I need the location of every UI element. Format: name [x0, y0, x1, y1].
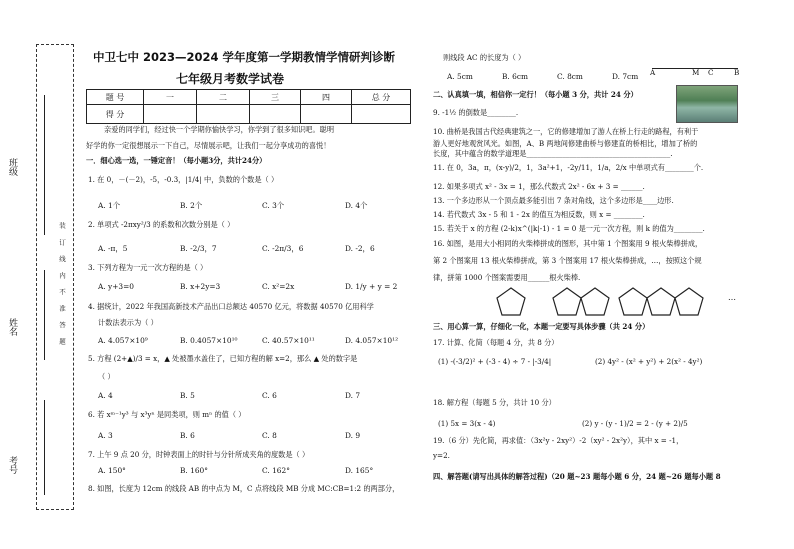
segment-label-b: B	[734, 68, 740, 77]
section4-heading: 四、解答题(请写出具体的解答过程)（20 题~23 题每小题 6 分，24 题~26 题每小题 8	[433, 472, 721, 481]
question-15: 15. 若关于 x 的方程 (2-k)x^(|k|-1) - 1 = 0 是一元一次方程，则 k 的值为________.	[433, 224, 705, 233]
question-10-line3: 长度，其中蕴含的数学道理是________________________________________.	[433, 149, 673, 158]
section2-heading: 二、认真填一填，相信你一定行！（每小题 3 分，共计 24 分）	[433, 90, 638, 99]
number-label: 考号	[7, 456, 17, 474]
question-3-stem: 3. 下列方程为一元一次方程的是（ ）	[88, 263, 208, 272]
number-line	[44, 400, 45, 495]
seal-text: 装 订 线 内 不 准 答 题	[58, 222, 66, 349]
exam-title-line2: 七年级月考数学试卷	[176, 72, 285, 86]
segment-label-a: A	[650, 68, 656, 77]
class-line	[44, 95, 45, 235]
question-19-line2: y=2.	[433, 451, 450, 460]
question-7-option[interactable]: C. 162°	[262, 466, 290, 475]
question-8-option[interactable]: B. 6cm	[502, 72, 528, 81]
intro-line1: 亲爱的同学们，经过快一个学期你愉快学习，你学到了很多知识吧。聪明	[104, 125, 335, 134]
score-input-cell[interactable]	[250, 105, 301, 124]
question-1-option[interactable]: C. 3个	[262, 201, 285, 210]
question-19-line1: 19.（6 分）先化简，再求值：（3x²y - 2xy²）-2（xy² - 2x²y），其中 x = -1，	[433, 436, 684, 445]
class-label: 班级	[7, 158, 17, 176]
name-line	[44, 270, 45, 360]
score-header-cell: 一	[144, 90, 197, 105]
matchstick-figure	[495, 286, 727, 320]
question-3-option[interactable]: A. y+3=0	[98, 282, 135, 291]
score-header-cell: 总 分	[352, 90, 411, 105]
exam-title-line1: 中卫七中 2023—2024 学年度第一学期教情学情研判诊断	[93, 50, 396, 64]
question-10-line2: 游人更好地观赏风光。如图，A、B 两地间修建曲桥与修建直的桥相比，增加了桥的	[433, 139, 698, 148]
pattern-1-pentagon	[497, 288, 525, 315]
question-14: 14. 若代数式 3x - 5 和 1 - 2x 的值互为相反数，则 x = ________.	[433, 210, 645, 219]
question-2-option[interactable]: C. -2π/3，6	[262, 244, 304, 253]
question-5-option[interactable]: B. 5	[180, 391, 195, 400]
question-4-stem: 4. 据统计，2022 年我国高新技术产品出口总额达 40570 亿元，将数据 40570 亿用科学	[88, 302, 374, 311]
bridge-photo	[676, 85, 738, 123]
segment-label-c: C	[708, 68, 714, 77]
question-17-part1: (1) -(-3/2)² + (-3 - 4) ÷ 7 - |-3/4|	[438, 357, 552, 366]
question-9: 9. -1½ 的倒数是________.	[433, 108, 519, 117]
score-input-cell[interactable]	[352, 105, 411, 124]
score-input-cell[interactable]	[197, 105, 250, 124]
section3-heading: 三、用心算一算，仔细化一化，本题一定要写具体步骤（共 24 分）	[433, 322, 650, 331]
question-1-option[interactable]: A. 1个	[98, 201, 121, 210]
question-16-line2: 第 2 个图案用 13 根火柴棒拼成，第 3 个图案用 17 根火柴棒拼成，…，按照这个规	[433, 256, 702, 265]
question-8-option[interactable]: D. 7cm	[612, 72, 639, 81]
question-5-stem-cont: （ ）	[98, 372, 115, 381]
question-3-option[interactable]: D. 1/y + y = 2	[345, 282, 398, 291]
name-label: 姓名	[7, 318, 17, 336]
question-2-option[interactable]: D. -2，6	[345, 244, 375, 253]
score-header-cell: 二	[197, 90, 250, 105]
pattern-3-pentagon	[619, 288, 647, 315]
question-3-option[interactable]: B. x+2y=3	[180, 282, 221, 291]
question-16-line3: 律，拼第 1000 个图案需要用______根火柴棒.	[433, 273, 581, 282]
question-5-option[interactable]: C. 6	[262, 391, 277, 400]
score-header-cell: 题 号	[87, 90, 144, 105]
question-12: 12. 如果多项式 x² - 3x = 1，那么代数式 2x² - 6x + 3 = ______.	[433, 182, 645, 191]
intro-line2: 好学的你一定很想展示一下自己，尽情展示吧，让我们一起分享成功的喜悦！	[86, 141, 331, 150]
binding-strip	[36, 44, 74, 510]
question-5-option[interactable]: D. 7	[345, 391, 361, 400]
question-7-option[interactable]: A. 150°	[98, 466, 126, 475]
score-row-label: 得 分	[87, 105, 144, 124]
question-11: 11. 在 0，3a，π，(x-y)/2，1，3a²+1，-2y/11，1/a，2/x 中单项式有________个.	[433, 163, 704, 172]
section1-heading: 一．细心选一选，一锤定音！（每小题3分，共计24分）	[86, 156, 267, 165]
score-table	[86, 89, 411, 124]
question-16-line1: 16. 如图，是用大小相同的火柴棒拼成的图形，其中第 1 个图案用 9 根火柴棒拼成，	[433, 239, 703, 248]
pattern-3-pentagon	[647, 288, 675, 315]
score-header-cell: 四	[301, 90, 352, 105]
question-1-stem: 1. 在 0，－(－2)，-5，-0.3，|1/4| 中，负数的个数是（ ）	[88, 175, 279, 184]
question-6-option[interactable]: C. 8	[262, 431, 277, 440]
question-17: 17. 计算、化简（每题 4 分，共 8 分）	[433, 338, 559, 347]
question-6-stem: 6. 若 xᵐ⁻¹y³ 与 x³yⁿ 是同类项，则 mⁿ 的值（ ）	[88, 410, 246, 419]
question-1-option[interactable]: D. 4个	[345, 201, 368, 210]
question-7-option[interactable]: D. 165°	[345, 466, 374, 475]
segment-label-m: M	[692, 68, 700, 77]
question-2-stem: 2. 单项式 -2πxy²/3 的系数和次数分别是（ ）	[88, 220, 235, 229]
question-5-stem: 5. 方程 (2+▲)/3 = x，▲ 处被墨水盖住了，已知方程的解 x=2，那么 ▲ 处的数字是	[88, 354, 358, 363]
question-18-part1: (1) 5x = 3(x - 4)	[438, 419, 496, 428]
score-input-cell[interactable]	[144, 105, 197, 124]
score-header-cell: 三	[250, 90, 301, 105]
question-18: 18. 解方程（每题 5 分，共计 10 分）	[433, 398, 556, 407]
question-7-option[interactable]: B. 160°	[180, 466, 208, 475]
score-input-cell[interactable]	[301, 105, 352, 124]
question-4-stem-cont: 计数法表示为（ ）	[98, 318, 158, 327]
question-8-stem-cont: 则线段 AC 的长度为（ ）	[443, 53, 526, 62]
pattern-2-pentagon	[553, 288, 581, 315]
question-8-option[interactable]: A. 5cm	[447, 72, 473, 81]
question-18-part2: (2) y - (y - 1)/2 = 2 - (y + 2)/5	[582, 419, 688, 428]
question-4-option[interactable]: A. 4.057×10⁹	[98, 336, 148, 345]
question-1-option[interactable]: B. 2个	[180, 201, 203, 210]
question-2-option[interactable]: A. -π，5	[98, 244, 128, 253]
question-17-part2: (2) 4y² - (x² + y²) + 2(x² - 4y²)	[595, 357, 703, 366]
question-2-option[interactable]: B. -2/3，7	[180, 244, 217, 253]
question-8-option[interactable]: C. 8cm	[557, 72, 583, 81]
question-5-option[interactable]: A. 4	[98, 391, 113, 400]
figure-ellipsis: …	[728, 293, 736, 302]
question-4-option[interactable]: C. 40.57×10¹¹	[262, 336, 315, 345]
question-6-option[interactable]: B. 6	[180, 431, 195, 440]
question-10-line1: 10. 曲桥是我国古代经典建筑之一，它的修建增加了游人在桥上行走的路程，有利于	[433, 127, 699, 136]
pattern-2-pentagon	[581, 288, 609, 315]
question-3-option[interactable]: C. x²=2x	[262, 282, 295, 291]
question-13: 13. 一个多边形从一个顶点最多能引出 7 条对角线，这个多边形是____边形.	[433, 196, 674, 205]
question-7-stem: 7. 上午 9 点 20 分，时钟表面上的时针与分针所成夹角的度数是（ ）	[88, 450, 310, 459]
question-8-stem: 8. 如图，长度为 12cm 的线段 AB 的中点为 M，C 点将线段 MB 分成 MC:CB=1:2 的两部分，	[88, 484, 400, 493]
question-4-option[interactable]: D. 4.057×10¹²	[345, 336, 399, 345]
question-4-option[interactable]: B. 0.4057×10¹⁰	[180, 336, 238, 345]
question-6-option[interactable]: D. 9	[345, 431, 361, 440]
pattern-3-pentagon	[675, 288, 703, 315]
question-6-option[interactable]: A. 3	[98, 431, 113, 440]
